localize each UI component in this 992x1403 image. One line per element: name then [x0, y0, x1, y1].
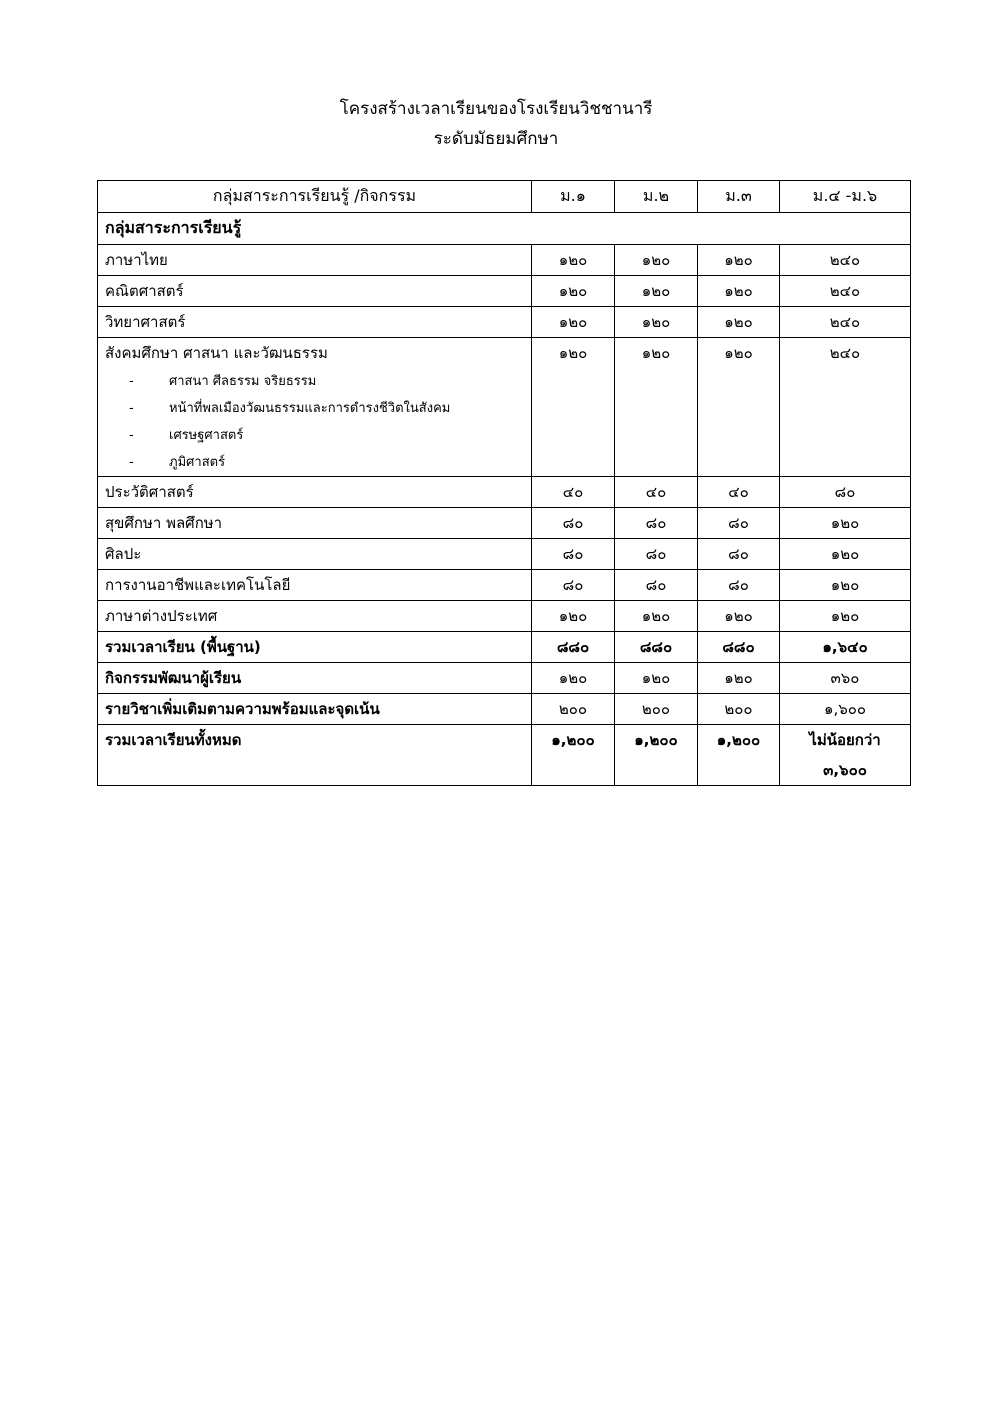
- grand-total-label: รวมเวลาเรียนทั้งหมด: [98, 725, 532, 786]
- hours-m3: ๑๒๐: [698, 601, 780, 632]
- subject-name: การงานอาชีพและเทคโนโลยี: [98, 570, 532, 601]
- section-row: [98, 213, 911, 245]
- header-m4-m6: ม.๔ -ม.๖: [780, 181, 911, 213]
- table-row: [98, 601, 911, 632]
- table-row: [98, 477, 911, 508]
- hours-m1: ๘๐: [532, 539, 615, 570]
- table-row: [98, 338, 911, 477]
- hours-m4-m6: ๑๒๐: [780, 539, 911, 570]
- hours-m2: ๒๐๐: [615, 694, 698, 725]
- hours-m3: ๑๒๐: [698, 276, 780, 307]
- subject-name: ภาษาต่างประเทศ: [98, 601, 532, 632]
- hours-m4-m6: ๒๔๐: [780, 338, 911, 477]
- hours-m1: ๑๒๐: [532, 338, 615, 477]
- sub-item: - หน้าที่พลเมืองวัฒนธรรมและการดำรงชีวิตในสังคม: [129, 395, 524, 422]
- hours-m3: ๘๐: [698, 508, 780, 539]
- dash-bullet: -: [129, 455, 134, 470]
- hours-m1: ๑๒๐: [532, 601, 615, 632]
- hours-m4-m6: [780, 725, 911, 786]
- header-m2: ม.๒: [615, 181, 698, 213]
- subject-name: คณิตศาสตร์: [98, 276, 532, 307]
- subject-name: สุขศึกษา พลศึกษา: [98, 508, 532, 539]
- subject-name: ประวัติศาสตร์: [98, 477, 532, 508]
- header-subject-group: กลุ่มสาระการเรียนรู้ /กิจกรรม: [98, 181, 532, 213]
- hours-m2: ๘๐: [615, 508, 698, 539]
- subject-name: สังคมศึกษา ศาสนา และวัฒนธรรม: [105, 344, 328, 362]
- sub-item-list: [105, 368, 524, 476]
- study-time-table: [97, 180, 911, 786]
- hours-m4-m6: ๑๒๐: [780, 508, 911, 539]
- hours-m2: ๑๒๐: [615, 276, 698, 307]
- subject-name: ศิลปะ: [98, 539, 532, 570]
- table-row: [98, 276, 911, 307]
- subject-name: ภาษาไทย: [98, 245, 532, 276]
- table-row: [98, 508, 911, 539]
- sub-item: - ศาสนา ศีลธรรม จริยธรรม: [129, 368, 524, 395]
- table-row: [98, 307, 911, 338]
- hours-m2: ๔๐: [615, 477, 698, 508]
- hours-m2: ๑๒๐: [615, 338, 698, 477]
- hours-m1: ๒๐๐: [532, 694, 615, 725]
- hours-m2: ๘๐: [615, 539, 698, 570]
- dash-bullet: -: [129, 428, 134, 443]
- hours-m1: ๔๐: [532, 477, 615, 508]
- hours-m4-m6: ๒๔๐: [780, 307, 911, 338]
- hours-m4-m6: ๒๔๐: [780, 245, 911, 276]
- hours-m1: ๘๘๐: [532, 632, 615, 663]
- hours-m4-m6: ๑๒๐: [780, 570, 911, 601]
- hours-m1: ๑๒๐: [532, 663, 615, 694]
- grand-total-row: [98, 725, 911, 786]
- activities-label: กิจกรรมพัฒนาผู้เรียน: [98, 663, 532, 694]
- hours-m2: ๑,๒๐๐: [615, 725, 698, 786]
- hours-m3: ๔๐: [698, 477, 780, 508]
- hours-m1: ๑๒๐: [532, 276, 615, 307]
- hours-m2: ๘๐: [615, 570, 698, 601]
- hours-m4-m6: ๓๖๐: [780, 663, 911, 694]
- hours-m4-m6: ๘๐: [780, 477, 911, 508]
- hours-m1: ๘๐: [532, 508, 615, 539]
- hours-m3: ๘๐: [698, 539, 780, 570]
- activities-row: [98, 663, 911, 694]
- hours-m1: ๑๒๐: [532, 245, 615, 276]
- hours-m2: ๑๒๐: [615, 601, 698, 632]
- hours-m2: ๑๒๐: [615, 245, 698, 276]
- hours-m3: ๒๐๐: [698, 694, 780, 725]
- document-subtitle: ระดับมัธยมศึกษา: [433, 129, 559, 149]
- hours-m3: ๑๒๐: [698, 307, 780, 338]
- header-m1: ม.๑: [532, 181, 615, 213]
- dash-bullet: -: [129, 374, 134, 389]
- basic-total-label: รวมเวลาเรียน (พื้นฐาน): [98, 632, 532, 663]
- hours-m3: ๑๒๐: [698, 245, 780, 276]
- dash-bullet: -: [129, 401, 134, 416]
- table-row: [98, 245, 911, 276]
- hours-m3: ๑,๒๐๐: [698, 725, 780, 786]
- hours-m3: ๘๘๐: [698, 632, 780, 663]
- additional-row: [98, 694, 911, 725]
- hours-m4-m6: ๑๒๐: [780, 601, 911, 632]
- hours-m4-m6: ๑,๖๐๐: [780, 694, 911, 725]
- hours-m2: ๑๒๐: [615, 307, 698, 338]
- hours-m4-m6: ๒๔๐: [780, 276, 911, 307]
- hours-m1: ๑,๒๐๐: [532, 725, 615, 786]
- sub-item: - ภูมิศาสตร์: [129, 449, 524, 476]
- table-header-row: [98, 181, 911, 213]
- hours-m3: ๑๒๐: [698, 663, 780, 694]
- table-row: [98, 539, 911, 570]
- document-title: โครงสร้างเวลาเรียนของโรงเรียนวิชชานารี: [339, 99, 653, 119]
- header-m3: ม.๓: [698, 181, 780, 213]
- section-label: กลุ่มสาระการเรียนรู้: [98, 213, 911, 245]
- minimum-label: ไม่น้อยกว่า: [809, 731, 881, 749]
- hours-m1: ๘๐: [532, 570, 615, 601]
- hours-m2: ๑๒๐: [615, 663, 698, 694]
- sub-item: - เศรษฐศาสตร์: [129, 422, 524, 449]
- hours-m3: ๘๐: [698, 570, 780, 601]
- minimum-value: ๓,๖๐๐: [823, 761, 867, 779]
- subject-name: วิทยาศาสตร์: [98, 307, 532, 338]
- subject-name-with-subitems: [98, 338, 532, 477]
- hours-m3: ๑๒๐: [698, 338, 780, 477]
- hours-m2: ๘๘๐: [615, 632, 698, 663]
- hours-m1: ๑๒๐: [532, 307, 615, 338]
- table-row: [98, 570, 911, 601]
- additional-label: รายวิชาเพิ่มเติมตามความพร้อมและจุดเน้น: [98, 694, 532, 725]
- hours-m4-m6: ๑,๖๔๐: [780, 632, 911, 663]
- basic-total-row: [98, 632, 911, 663]
